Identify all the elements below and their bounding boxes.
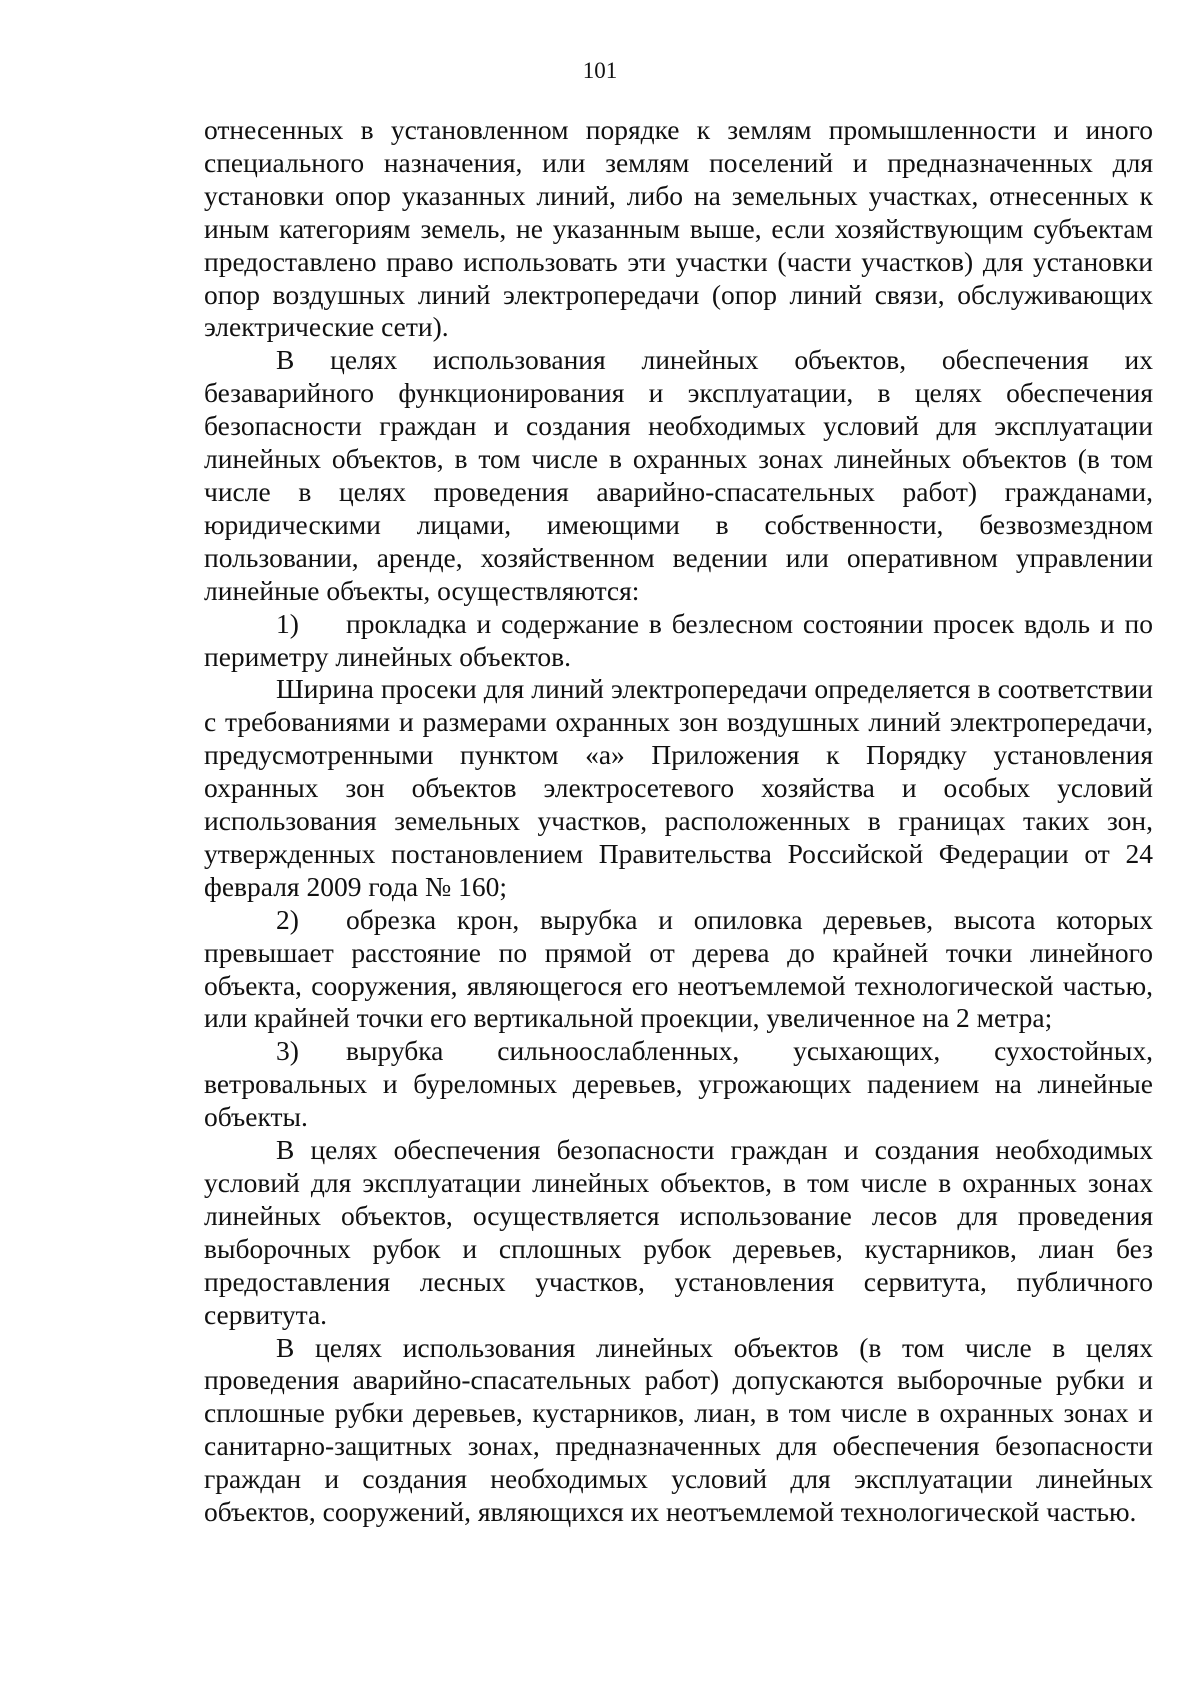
- page-number: 101: [582, 58, 618, 83]
- list-item-3: [204, 1035, 1153, 1134]
- list-item-number: 3): [276, 1035, 299, 1067]
- paragraph-safety-felling: В целях обеспечения безопасности граждан и создания необходимых условий для эксплуатации линейных объектов, в том числе в охранных зонах линейных объектов, осуществляется использование лесов для проведения выборочных рубок и сплошных рубок деревьев, кустарников, лиан без предоставления лесных участков, установления сервитута, публичного сервитута.: [204, 1134, 1153, 1330]
- list-item-text: обрезка крон, вырубка и опиловка деревьев, высота которых превышает расстояние по прямой от дерева до крайней точки линейного объекта, сооружения, являющегося его неотъемлемой технологической частью, или крайней точки его вертикальной проекции, увеличенное на 2 метра;: [204, 903, 1153, 1034]
- paragraph-continuation: отнесенных в установленном порядке к землям промышленности и иного специального назначения, или землям поселений и предназначенных для установки опор указанных линий, либо на земельных участках, отнесенных к иным категориям земель, не указанным выше, если хозяйствующим субъектам предоставлено право использовать эти участки (части участков) для установки опор воздушных линий электропередачи (опор линий связи, обслуживающих электрические сети).: [204, 114, 1153, 343]
- list-item-text: вырубка сильноослабленных, усыхающих, сухостойных, ветровальных и буреломных деревьев, угрожающих падением на линейные объекты.: [204, 1035, 1153, 1133]
- list-item-text: прокладка и содержание в безлесном состоянии просек вдоль и по периметру линейных объектов.: [204, 607, 1153, 672]
- paragraph-selective-felling: В целях использования линейных объектов (в том числе в целях проведения аварийно-спасательных работ) допускаются выборочные рубки и сплошные рубки деревьев, кустарников, лиан, в том числе в охранных зонах и санитарно-защитных зонах, предназначенных для обеспечения безопасности граждан и создания необходимых условий для эксплуатации линейных объектов, сооружений, являющихся их неотъемлемой технологической частью.: [204, 1331, 1153, 1528]
- list-item-1: [204, 608, 1153, 674]
- document-body: [204, 114, 1153, 1529]
- paragraph-clearing-width: Ширина просеки для линий электропередачи определяется в соответствии с требованиями и размерами охранных зон воздушных линий электропередачи, предусмотренными пунктом «а» Приложения к Порядку установления охранных зон объектов электросетевого хозяйства и особых условий использования земельных участков, расположенных в границах таких зон, утвержденных постановлением Правительства Российской Федерации от 24 февраля 2009 года № 160;: [204, 673, 1153, 902]
- list-item-number: 2): [276, 903, 299, 935]
- paragraph-linear-objects-use: В целях использования линейных объектов, обеспечения их безаварийного функционирования и эксплуатации, в целях обеспечения безопасности граждан и создания необходимых условий для эксплуатации линейных объектов, в том числе в охранных зонах линейных объектов (в том числе в целях проведения аварийно-спасательных работ) гражданами, юридическими лицами, имеющими в собственности, безвозмездном пользовании, аренде, хозяйственном ведении или оперативном управлении линейные объекты, осуществляются:: [204, 344, 1153, 606]
- list-item-number: 1): [276, 607, 299, 639]
- list-item-2: [204, 904, 1153, 1036]
